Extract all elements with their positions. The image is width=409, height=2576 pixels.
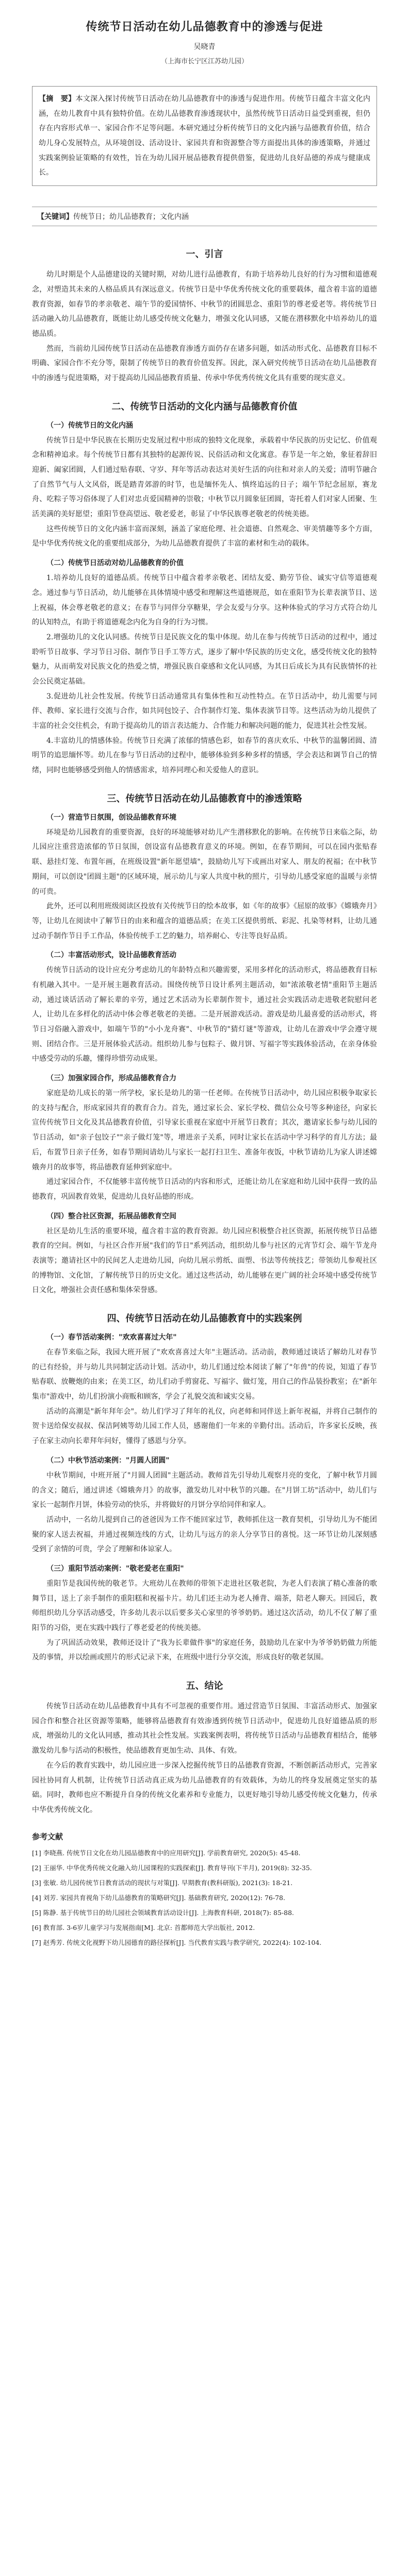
abstract-label: 【摘 要】: [39, 95, 76, 103]
subsection-heading: （四）整合社区资源，拓展品德教育空间: [46, 1212, 176, 1221]
body-paragraph: 在今后的教育实践中，幼儿园应进一步深入挖掘传统节日的品德教育资源，不断创新活动形式，完善家园社协同育人机制，让传统节日活动真正成为幼儿品德教育的有效载体，为幼儿的终身发展奠定坚实的基础。同时，教师也应不断提升自身的传统文化素养和专业能力，以更好地引导幼儿感受传统文化魅力，传承中华优秀传统文化。: [32, 1761, 377, 1814]
author-name: 吴晓青: [193, 43, 216, 51]
body-paragraph: 传统节日是中华民族在长期历史发展过程中形成的独特文化现象，承载着中华民族的历史记忆、价值观念和精神追求。每个传统节日都有其独特的起源传说、民俗活动和文化寓意。春节是一年之始，象征着辞旧迎新、阖家团圆，人们通过贴春联、守岁、拜年等活动表达对美好生活的向往和对亲人的关爱；清明节融合了自然节气与人文风俗，既是踏青郊游的时节，也是缅怀先人、慎终追远的日子；端午节纪念屈原，赛龙舟、吃粽子等习俗体现了人们对忠贞爱国精神的崇敬；中秋节以月圆象征团圆，寄托着人们对家人团聚、生活美满的美好愿望；重阳节登高望远、敬老爱老，彰显了中华民族尊老敬老的传统美德。: [32, 436, 377, 519]
subsection-heading: （二）中秋节活动案例："月圆人团圆": [46, 1456, 170, 1465]
subsection-heading: （三）加强家园合作，形成品德教育合力: [46, 1074, 176, 1083]
author-affiliation: （上海市长宁区江苏幼儿园）: [160, 58, 248, 65]
body-paragraph: 1.培养幼儿良好的道德品质。传统节日中蕴含着孝亲敬老、团结友爱、勤劳节俭、诚实守信等道德观念。通过参与节日活动，幼儿能够在具体情境中感受和理解这些道德规范，如在重阳节为长辈表演节目、送上祝福，体会尊老敬老的意义；在春节与同伴分享糖果，学会友爱与分享。这种体验式的学习方式符合幼儿的认知特点，有助于将道德观念内化为自身的行为习惯。: [32, 574, 377, 627]
body-paragraph: 这些传统节日的文化内涵丰富而深刻，涵盖了家庭伦理、社会道德、自然观念、审美情趣等多个方面，是中华优秀传统文化的重要组成部分，为幼儿品德教育提供了丰富的素材和生动的载体。: [32, 524, 377, 548]
references-list: [32, 1847, 377, 1949]
reference-item: [5] 陈静. 基于传统节日的幼儿园社会领域教育活动设计[J]. 上海教育科研, 2018(7): 85-88.: [32, 1909, 294, 1917]
reference-item: [4] 刘芳. 家园共育视角下幼儿品德教育的策略研究[J]. 基础教育研究, 2020(12): 76-78.: [32, 1893, 285, 1902]
body-paragraph: 传统节日活动的设计应充分考虑幼儿的年龄特点和兴趣需要，采用多样化的活动形式，将品德教育目标有机融入其中。一是开展主题教育活动。围绕传统节日设计系列主题活动，如"浓浓敬老情"重阳节主题活动，通过谈话活动了解长辈的辛劳，通过艺术活动为长辈制作贺卡，通过社会实践活动走进敬老院慰问老人，让幼儿在多样化的活动中体会尊老敬老的美德。二是开展游戏活动。游戏是幼儿最喜爱的活动形式，将节日习俗融入游戏中，如端午节的"小小龙舟赛"、中秋节的"猜灯谜"等游戏，让幼儿在游戏中学会遵守规则、团结合作。三是开展体验式活动。组织幼儿参与包粽子、做月饼、写福字等实践体验活动，在亲身体验中感受劳动的乐趣，懂得珍惜劳动成果。: [32, 966, 377, 1063]
references-heading: 参考文献: [32, 1832, 63, 1841]
body-paragraph: 活动中，一名幼儿提到自己的爸爸因为工作不能回家过节，教师抓住这一教育契机，引导幼儿为不能团聚的家人送去祝福，并通过视频连线的方式，让幼儿与远方的亲人分享节日的喜悦。这一环节让幼儿深刻感受到了亲情的可贵，学会了理解和体谅家人。: [32, 1515, 377, 1554]
body-paragraph: 在春节来临之际，我园大班开展了"欢欢喜喜过大年"主题活动。活动前，教师通过谈话了解幼儿对春节的已有经验，并与幼儿共同制定活动计划。活动中，幼儿们通过绘本阅读了解了"年兽"的传说，知道了春节贴春联、放鞭炮的由来；在美工区，幼儿们动手剪窗花、写福字、做灯笼，用自己的作品装扮教室；在"新年集市"游戏中，幼儿们扮演小商贩和顾客，学会了礼貌交流和诚实交易。: [32, 1348, 377, 1401]
body-paragraph: 然而，当前幼儿园传统节日活动在品德教育渗透方面仍存在诸多问题，如活动形式化、品德教育目标不明确、家园合作不充分等，限制了传统节日的教育价值发挥。因此，深入研究传统节日活动在幼儿品德教育中的渗透与促进策略，对于提高幼儿园品德教育质量、传承中华优秀传统文化具有重要的现实意义。: [32, 344, 377, 382]
body-paragraph: 重阳节是我国传统的敬老节。大班幼儿在教师的带领下走进社区敬老院，为老人们表演了精心准备的歌舞节目，送上了亲手制作的重阳糕和祝福卡片。幼儿们还主动为老人捶背、端茶，陪老人聊天。回园后，教师组织幼儿分享活动感受，许多幼儿表示以后要多关心家里的爷爷奶奶。通过这次活动，幼儿不仅了解了重阳节的习俗，更在实践中践行了尊老爱老的传统美德。: [32, 1579, 377, 1632]
subsection-heading: （三）重阳节活动案例："敬老爱老在重阳": [46, 1564, 184, 1573]
subsection-heading: （一）营造节日氛围，创设品德教育环境: [46, 813, 176, 822]
body-paragraph: 幼儿时期是个人品德建设的关键时期，对幼儿进行品德教育，有助于培养幼儿良好的行为习惯和道德观念，对塑造其未来的人格品质具有深远意义。传统节日是中华优秀传统文化的重要载体，蕴含着丰富的道德教育资源，如春节的孝亲敬老、端午节的爱国情怀、中秋节的团圆思念、重阳节的尊老爱老等。将传统节日活动融入幼儿品德教育，既能让幼儿感受传统文化魅力，增强文化认同感，又能在潜移默化中培养幼儿的道德品质。: [32, 270, 377, 338]
reference-item: [7] 赵秀芳. 传统文化视野下幼儿园德育的路径探析[J]. 当代教育实践与教学研究, 2022(4): 102-104.: [32, 1939, 322, 1947]
body-paragraph: 传统节日活动在幼儿品德教育中具有不可忽视的重要作用。通过营造节日氛围、丰富活动形式、加强家园合作和整合社区资源等策略，能够将品德教育有效渗透到传统节日活动中，促进幼儿良好道德品质的形成，增强幼儿的文化认同感，推动其社会性发展。实践案例表明，将传统节日活动与品德教育相结合，能够激发幼儿参与活动的积极性，使品德教育更加生动、具体、有效。: [32, 1702, 377, 1755]
body-paragraph: 环境是幼儿园教育的重要资源，良好的环境能够对幼儿产生潜移默化的影响。在传统节日来临之际，幼儿园应注重营造浓郁的节日氛围，创设富有品德教育意义的环境。例如，在春节期间，可以在园内张贴春联、悬挂灯笼、布置年画，在班级设置"新年愿望墙"，鼓励幼儿写下或画出对家人、朋友的祝福；在中秋节期间，可以创设"团圆主题"的区域环境，展示幼儿与家人共度中秋的照片，引导幼儿感受家庭的温暖与亲情的可贵。: [32, 828, 377, 896]
keywords-block: [32, 207, 377, 226]
body-paragraph: 3.促进幼儿社会性发展。传统节日活动通常具有集体性和互动性特点。在节日活动中，幼儿需要与同伴、教师、家长进行交流与合作，如共同包饺子、合作制作灯笼、集体表演节目等。这些活动为幼儿提供了丰富的社会交往机会，有助于提高幼儿的语言表达能力、合作能力和解决问题的能力，促进其社会性发展。: [32, 692, 377, 730]
section-heading: 四、传统节日活动在幼儿品德教育中的实践案例: [107, 1313, 302, 1324]
body-paragraph: 4.丰富幼儿的情感体验。传统节日充满了浓郁的情感色彩，如春节的喜庆欢乐、中秋节的温馨团圆、清明节的追思缅怀等。幼儿在参与节日活动的过程中，能够体验到多种多样的情感，学会表达和调节自己的情绪，同时也能够感受到他人的情感需求，培养同理心和关爱他人的意识。: [32, 736, 377, 775]
body-paragraph: 活动的高潮是"新年拜年会"。幼儿们学习了拜年的礼仪，向老师和同伴送上新年祝福，并将自己制作的贺卡送给保安叔叔、保洁阿姨等幼儿园工作人员，感谢他们一年来的辛勤付出。活动后，许多家长反映，孩子在家主动向长辈拜年问好，懂得了感恩与分享。: [32, 1407, 377, 1446]
keywords-label: 【关键词】: [37, 213, 73, 222]
reference-item: [2] 王丽华. 中华优秀传统文化融入幼儿园课程的实践探索[J]. 教育导刊(下半月), 2019(8): 32-35.: [32, 1863, 312, 1872]
subsection-heading: （一）传统节日的文化内涵: [46, 421, 133, 430]
abstract-block: [32, 86, 377, 186]
body-paragraph: 为了巩固活动效果，教师还设计了"我为长辈做件事"的家庭任务，鼓励幼儿在家中为爷爷奶奶做力所能及的事情，并以绘画或照片的形式记录下来，在班级中进行分享交流，形成良好的敬老氛围。: [32, 1638, 377, 1662]
keywords-text: 传统节日；幼儿品德教育；文化内涵: [73, 213, 189, 222]
section-heading: 一、引言: [186, 249, 223, 260]
body-paragraph: 中秋节期间，中班开展了"月圆人团圆"主题活动。教师首先引导幼儿观察月亮的变化，了解中秋节月圆的含义；随后，通过讲述《嫦娥奔月》的故事，激发幼儿对中秋节的兴趣。在"月饼工坊"活动中，幼儿们与家长一起制作月饼，体验劳动的快乐，并将做好的月饼分享给同伴和家人。: [32, 1471, 377, 1510]
reference-item: [3] 张敏. 幼儿园传统节日教育活动的现状与对策[J]. 早期教育(教科研版), 2021(3): 18-21.: [32, 1878, 293, 1887]
subsection-heading: （二）传统节日活动对幼儿品德教育的价值: [46, 559, 184, 568]
subsection-heading: （二）丰富活动形式，设计品德教育活动: [46, 951, 176, 960]
section-heading: 二、传统节日活动的文化内涵与品德教育价值: [111, 401, 298, 412]
reference-item: [6] 教育部. 3-6岁儿童学习与发展指南[M]. 北京: 首都师范大学出版社, 2012.: [32, 1924, 255, 1932]
abstract-text: 本文深入探讨传统节日活动在幼儿品德教育中的渗透与促进作用。传统节日蕴含丰富文化内涵，在幼儿教育中具有独特价值。在幼儿品德教育渗透现状中，虽然传统节日活动日益受到重视，但仍存在内容形式单一、家园合作不足等问题。本研究通过分析传统节日的文化内涵与品德教育价值，结合幼儿身心发展特点，从环境创设、活动设计、家园共育和资源整合等方面提出具体的渗透策略，并通过实践案例验证策略的有效性，旨在为幼儿园开展品德教育提供借鉴，促进幼儿良好品德的养成与健康成长。: [39, 95, 371, 177]
section-heading: 三、传统节日活动在幼儿品德教育中的渗透策略: [107, 793, 302, 804]
body-sections: [32, 247, 377, 1817]
body-paragraph: 此外，还可以利用班级阅读区投放有关传统节日的绘本故事，如《年的故事》《屈原的故事》《嫦娥奔月》等，让幼儿在阅读中了解节日的由来和蕴含的道德品质；在美工区提供剪纸、彩泥、扎染等材料，让幼儿通过动手制作节日手工作品，体验传统手工艺的魅力，培养耐心、专注等良好品质。: [32, 902, 377, 940]
body-paragraph: 通过家园合作，不仅能够丰富传统节日活动的内容和形式，还能让幼儿在家庭和幼儿园中获得一致的品德教育，巩固教育效果，促进幼儿良好品德的形成。: [32, 1178, 377, 1201]
subsection-heading: （一）春节活动案例："欢欢喜喜过大年": [46, 1333, 177, 1342]
section-heading: 五、结论: [186, 1681, 223, 1692]
paper-title: 传统节日活动在幼儿品德教育中的渗透与促进: [86, 21, 323, 33]
body-paragraph: 家庭是幼儿成长的第一所学校，家长是幼儿的第一任老师。在传统节日活动中，幼儿园应积极争取家长的支持与配合，形成家园共育的教育合力。首先，通过家长会、家长学校、微信公众号等多种途径，向家长宣传传统节日文化及其品德教育价值，引导家长重视在家庭中开展节日教育；其次，邀请家长参与幼儿园的节日活动，如"亲子包饺子""亲子做灯笼"等，增进亲子关系，同时让家长在活动中学习科学的育儿方法；最后，布置节日亲子任务，如春节期间请幼儿与家长一起打扫卫生、准备年夜饭，中秋节请幼儿为家人讲述嫦娥奔月的故事等，将品德教育延伸到家庭中。: [32, 1089, 377, 1172]
abstract-paragraph: [39, 92, 370, 180]
body-paragraph: 社区是幼儿生活的重要环境，蕴含着丰富的教育资源。幼儿园应积极整合社区资源，拓展传统节日品德教育的空间。例如，与社区合作开展"我们的节日"系列活动，组织幼儿参与社区的元宵节灯会、端午节龙舟表演等；邀请社区中的民间艺人走进幼儿园，向幼儿展示剪纸、面塑、书法等传统技艺；带领幼儿参观社区的博物馆、文化馆，了解传统节日的历史文化。通过这些活动，幼儿能够在更广阔的社会环境中感受传统节日文化，增强社会责任感和集体荣誉感。: [32, 1227, 377, 1295]
reference-item: [1] 李晓燕. 传统节日文化在幼儿园品德教育中的应用研究[J]. 学前教育研究, 2020(5): 45-48.: [32, 1849, 301, 1857]
body-paragraph: 2.增强幼儿的文化认同感。传统节日是民族文化的集中体现。幼儿在参与传统节日活动的过程中，通过聆听节日故事、学习节日习俗、制作节日手工等方式，逐步了解中华民族的历史文化，感受传统文化的独特魅力，从而萌发对民族文化的热爱之情，增强民族自豪感和文化认同感，为其日后成长为具有民族情怀的社会公民奠定基础。: [32, 633, 377, 686]
